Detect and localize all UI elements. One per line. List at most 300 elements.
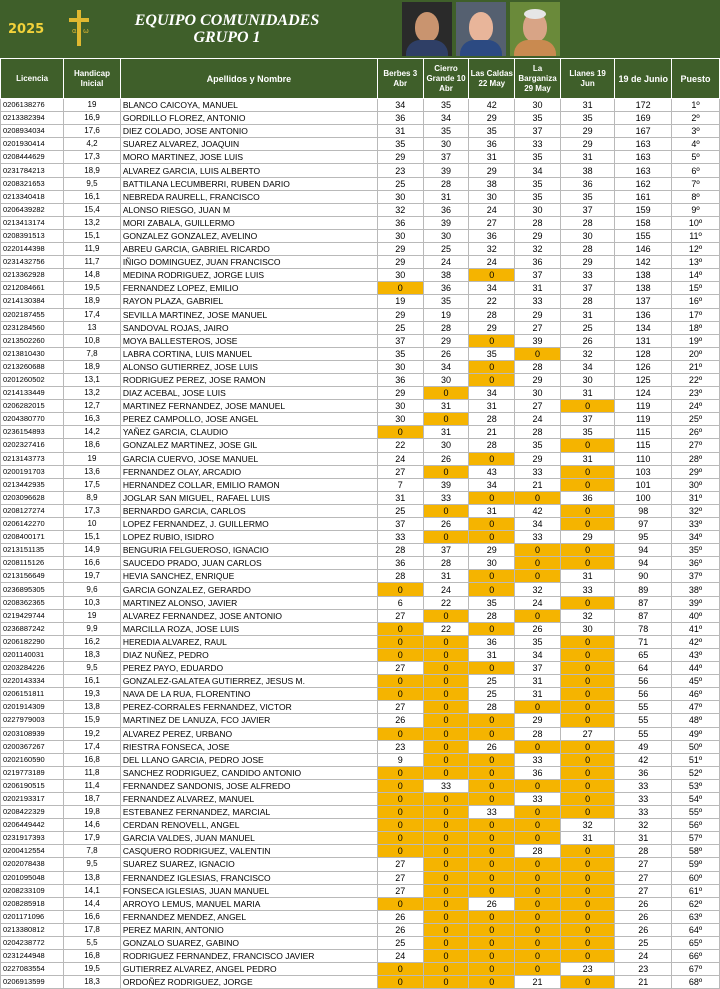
table-row: [1, 360, 720, 373]
round-1-cell: 30: [377, 360, 423, 373]
round-3-cell: 0: [469, 570, 515, 583]
total-cell: 71: [615, 635, 672, 648]
table-row: [1, 871, 720, 884]
total-cell: 158: [615, 216, 672, 229]
licencia-cell: 0201140031: [1, 648, 64, 661]
name-cell: GARCIA CUERVO, JOSE MANUEL: [120, 452, 377, 465]
position-cell: 20º: [672, 347, 720, 360]
position-cell: 3º: [672, 125, 720, 138]
round-2-cell: 0: [423, 504, 469, 517]
round-2-cell: 39: [423, 164, 469, 177]
name-cell: LOPEZ FERNANDEZ, J. GUILLERMO: [120, 518, 377, 531]
round-1-cell: 0: [377, 963, 423, 976]
round-1-cell: 29: [377, 243, 423, 256]
licencia-cell: 0201095048: [1, 871, 64, 884]
licencia-cell: 0202078438: [1, 858, 64, 871]
round-3-cell: 0: [469, 753, 515, 766]
handicap-cell: 13,8: [64, 871, 121, 884]
asturias-cross-icon: [66, 8, 92, 48]
round-4-cell: 33: [515, 792, 561, 805]
handicap-cell: 11,9: [64, 243, 121, 256]
round-2-cell: 0: [423, 662, 469, 675]
round-3-cell: 29: [469, 164, 515, 177]
position-cell: 32º: [672, 504, 720, 517]
name-cell: GUTIERREZ ALVAREZ, ANGEL PEDRO: [120, 963, 377, 976]
round-4-cell: 27: [515, 400, 561, 413]
total-cell: 78: [615, 622, 672, 635]
round-1-cell: 0: [377, 727, 423, 740]
licencia-cell: 0202327416: [1, 439, 64, 452]
round-2-cell: 0: [423, 871, 469, 884]
round-5-cell: 28: [560, 216, 614, 229]
round-5-cell: 0: [560, 753, 614, 766]
round-3-cell: 36: [469, 635, 515, 648]
round-5-cell: 0: [560, 937, 614, 950]
position-cell: 65º: [672, 937, 720, 950]
round-4-cell: 37: [515, 269, 561, 282]
round-4-cell: 28: [515, 216, 561, 229]
licencia-cell: 0206449442: [1, 819, 64, 832]
round-5-cell: 25: [560, 321, 614, 334]
player-photo: [510, 2, 560, 56]
handicap-cell: 16,6: [64, 557, 121, 570]
round-1-cell: 30: [377, 400, 423, 413]
position-cell: 58º: [672, 845, 720, 858]
position-cell: 27º: [672, 439, 720, 452]
name-cell: BERNARDO GARCIA, CARLOS: [120, 504, 377, 517]
round-4-cell: 0: [515, 923, 561, 936]
round-1-cell: 24: [377, 950, 423, 963]
round-1-cell: 29: [377, 256, 423, 269]
name-cell: GONZALO SUAREZ, GABINO: [120, 937, 377, 950]
handicap-cell: 18,6: [64, 439, 121, 452]
licencia-cell: 0213143773: [1, 452, 64, 465]
round-5-cell: 37: [560, 282, 614, 295]
total-cell: 169: [615, 112, 672, 125]
total-cell: 159: [615, 203, 672, 216]
col-round-1: Berbes 3 Abr: [377, 59, 423, 99]
round-1-cell: 0: [377, 648, 423, 661]
table-row: [1, 518, 720, 531]
round-2-cell: 19: [423, 308, 469, 321]
position-cell: 6º: [672, 164, 720, 177]
position-cell: 64º: [672, 923, 720, 936]
handicap-cell: 14,4: [64, 897, 121, 910]
name-cell: ALONSO GUTIERREZ, JOSE LUIS: [120, 360, 377, 373]
round-5-cell: 31: [560, 452, 614, 465]
total-cell: 103: [615, 465, 672, 478]
name-cell: LABRA CORTINA, LUIS MANUEL: [120, 347, 377, 360]
round-3-cell: 0: [469, 269, 515, 282]
table-row: [1, 125, 720, 138]
table-row: [1, 269, 720, 282]
round-3-cell: 38: [469, 177, 515, 190]
round-5-cell: 30: [560, 373, 614, 386]
round-5-cell: 0: [560, 714, 614, 727]
col-total: 19 de Junio: [615, 59, 672, 99]
round-4-cell: 21: [515, 976, 561, 989]
round-1-cell: 0: [377, 845, 423, 858]
licencia-cell: 0201171096: [1, 910, 64, 923]
table-row: [1, 779, 720, 792]
total-cell: 134: [615, 321, 672, 334]
page-header: [0, 0, 720, 58]
handicap-cell: 13,1: [64, 373, 121, 386]
round-5-cell: 0: [560, 635, 614, 648]
table-row: [1, 753, 720, 766]
handicap-cell: 19,8: [64, 806, 121, 819]
round-2-cell: 36: [423, 203, 469, 216]
round-4-cell: 32: [515, 583, 561, 596]
total-cell: 138: [615, 269, 672, 282]
round-3-cell: 31: [469, 504, 515, 517]
round-3-cell: 0: [469, 373, 515, 386]
licencia-cell: 0206182290: [1, 635, 64, 648]
licencia-cell: 0208444629: [1, 151, 64, 164]
round-1-cell: 0: [377, 675, 423, 688]
round-4-cell: 31: [515, 282, 561, 295]
handicap-cell: 11,4: [64, 779, 121, 792]
round-1-cell: 25: [377, 321, 423, 334]
round-4-cell: 29: [515, 373, 561, 386]
round-4-cell: 0: [515, 937, 561, 950]
round-3-cell: 33: [469, 806, 515, 819]
licencia-cell: 0231917393: [1, 832, 64, 845]
round-1-cell: 36: [377, 557, 423, 570]
table-row: [1, 740, 720, 753]
round-5-cell: 23: [560, 963, 614, 976]
total-cell: 27: [615, 884, 672, 897]
round-5-cell: 26: [560, 334, 614, 347]
round-5-cell: 0: [560, 858, 614, 871]
name-cell: PEREZ-CORRALES FERNANDEZ, VICTOR: [120, 701, 377, 714]
round-1-cell: 27: [377, 609, 423, 622]
position-cell: 66º: [672, 950, 720, 963]
position-cell: 19º: [672, 334, 720, 347]
name-cell: DIAZ NUÑEZ, PEDRO: [120, 648, 377, 661]
position-cell: 60º: [672, 871, 720, 884]
name-cell: DEL LLANO GARCIA, PEDRO JOSE: [120, 753, 377, 766]
name-cell: FONSECA IGLESIAS, JUAN MANUEL: [120, 884, 377, 897]
table-row: [1, 112, 720, 125]
round-1-cell: 27: [377, 858, 423, 871]
table-row: [1, 688, 720, 701]
round-5-cell: 0: [560, 897, 614, 910]
round-3-cell: 28: [469, 609, 515, 622]
round-3-cell: 28: [469, 439, 515, 452]
round-5-cell: 0: [560, 648, 614, 661]
licencia-cell: 0231432756: [1, 256, 64, 269]
licencia-cell: 0204380770: [1, 413, 64, 426]
round-5-cell: 28: [560, 295, 614, 308]
year-label: 2025: [8, 22, 54, 42]
position-cell: 50º: [672, 740, 720, 753]
position-cell: 55º: [672, 806, 720, 819]
round-4-cell: 0: [515, 858, 561, 871]
round-1-cell: 37: [377, 334, 423, 347]
position-cell: 56º: [672, 819, 720, 832]
position-cell: 24º: [672, 400, 720, 413]
player-photo: [402, 2, 452, 56]
round-1-cell: 7: [377, 478, 423, 491]
round-2-cell: 26: [423, 452, 469, 465]
total-cell: 131: [615, 334, 672, 347]
licencia-cell: 0213810430: [1, 347, 64, 360]
round-1-cell: 26: [377, 714, 423, 727]
ranking-table: [0, 58, 720, 989]
round-1-cell: 0: [377, 583, 423, 596]
round-3-cell: 34: [469, 478, 515, 491]
table-row: [1, 151, 720, 164]
licencia-cell: 0206151811: [1, 688, 64, 701]
round-4-cell: 0: [515, 609, 561, 622]
round-5-cell: 0: [560, 544, 614, 557]
round-2-cell: 0: [423, 714, 469, 727]
round-4-cell: 35: [515, 151, 561, 164]
round-1-cell: 22: [377, 439, 423, 452]
table-row: [1, 138, 720, 151]
round-4-cell: 29: [515, 452, 561, 465]
licencia-cell: 0213156649: [1, 570, 64, 583]
round-2-cell: 0: [423, 910, 469, 923]
table-row: [1, 714, 720, 727]
table-row: [1, 662, 720, 675]
handicap-cell: 14,2: [64, 426, 121, 439]
round-3-cell: 0: [469, 622, 515, 635]
round-2-cell: 39: [423, 216, 469, 229]
name-cell: ESTEBANEZ FERNANDEZ, MARCIAL: [120, 806, 377, 819]
round-3-cell: 27: [469, 216, 515, 229]
round-1-cell: 0: [377, 806, 423, 819]
round-3-cell: 0: [469, 583, 515, 596]
total-cell: 163: [615, 138, 672, 151]
handicap-cell: 4,2: [64, 138, 121, 151]
round-1-cell: 0: [377, 779, 423, 792]
position-cell: 61º: [672, 884, 720, 897]
licencia-cell: 0208362365: [1, 596, 64, 609]
name-cell: RODRIGUEZ FERNANDEZ, FRANCISCO JAVIER: [120, 950, 377, 963]
round-5-cell: 31: [560, 308, 614, 321]
round-1-cell: 27: [377, 662, 423, 675]
name-cell: FERNANDEZ SANDONIS, JOSE ALFREDO: [120, 779, 377, 792]
total-cell: 155: [615, 229, 672, 242]
table-row: [1, 387, 720, 400]
total-cell: 56: [615, 688, 672, 701]
round-3-cell: 26: [469, 740, 515, 753]
handicap-cell: 19: [64, 99, 121, 112]
name-cell: ARROYO LEMUS, MANUEL MARIA: [120, 897, 377, 910]
round-5-cell: 32: [560, 609, 614, 622]
table-row: [1, 452, 720, 465]
name-cell: BATTILANA LECUMBERRI, RUBEN DARIO: [120, 177, 377, 190]
round-3-cell: 28: [469, 308, 515, 321]
round-3-cell: 26: [469, 897, 515, 910]
round-1-cell: 30: [377, 413, 423, 426]
handicap-cell: 11,8: [64, 766, 121, 779]
round-3-cell: 0: [469, 662, 515, 675]
position-cell: 54º: [672, 792, 720, 805]
total-cell: 126: [615, 360, 672, 373]
round-1-cell: 25: [377, 177, 423, 190]
table-row: [1, 806, 720, 819]
round-5-cell: 0: [560, 675, 614, 688]
total-cell: 24: [615, 950, 672, 963]
round-3-cell: 29: [469, 321, 515, 334]
table-row: [1, 491, 720, 504]
licencia-cell: 0206439282: [1, 203, 64, 216]
round-5-cell: 32: [560, 347, 614, 360]
name-cell: GONZALEZ GONZALEZ, AVELINO: [120, 229, 377, 242]
handicap-cell: 17,5: [64, 478, 121, 491]
round-5-cell: 0: [560, 465, 614, 478]
handicap-cell: 14,1: [64, 884, 121, 897]
name-cell: SEVILLA MARTINEZ, JOSE MANUEL: [120, 308, 377, 321]
handicap-cell: 17,4: [64, 740, 121, 753]
total-cell: 161: [615, 190, 672, 203]
round-4-cell: 28: [515, 360, 561, 373]
round-1-cell: 0: [377, 819, 423, 832]
position-cell: 15º: [672, 282, 720, 295]
round-4-cell: 0: [515, 950, 561, 963]
round-5-cell: 34: [560, 360, 614, 373]
round-1-cell: 28: [377, 570, 423, 583]
handicap-cell: 15,1: [64, 229, 121, 242]
round-1-cell: 27: [377, 701, 423, 714]
name-cell: LOPEZ RUBIO, ISIDRO: [120, 531, 377, 544]
licencia-cell: 0208127274: [1, 504, 64, 517]
name-cell: GARCIA GONZALEZ, GERARDO: [120, 583, 377, 596]
round-5-cell: 30: [560, 622, 614, 635]
licencia-cell: 0208115126: [1, 557, 64, 570]
position-cell: 44º: [672, 662, 720, 675]
round-5-cell: 0: [560, 871, 614, 884]
table-row: [1, 203, 720, 216]
handicap-cell: 18,9: [64, 360, 121, 373]
name-cell: GORDILLO FLOREZ, ANTONIO: [120, 112, 377, 125]
round-3-cell: 31: [469, 648, 515, 661]
total-cell: 49: [615, 740, 672, 753]
position-cell: 14º: [672, 269, 720, 282]
round-5-cell: 0: [560, 662, 614, 675]
licencia-cell: 0213502260: [1, 334, 64, 347]
round-2-cell: 0: [423, 675, 469, 688]
round-1-cell: 0: [377, 282, 423, 295]
col-licencia: Licencia: [1, 59, 64, 99]
round-1-cell: 0: [377, 792, 423, 805]
round-3-cell: 0: [469, 950, 515, 963]
round-3-cell: 29: [469, 544, 515, 557]
round-2-cell: 0: [423, 413, 469, 426]
round-4-cell: 36: [515, 766, 561, 779]
round-1-cell: 24: [377, 452, 423, 465]
round-3-cell: 0: [469, 832, 515, 845]
table-row: [1, 937, 720, 950]
licencia-cell: 0208285918: [1, 897, 64, 910]
licencia-cell: 0200367267: [1, 740, 64, 753]
licencia-cell: 0219429744: [1, 609, 64, 622]
licencia-cell: 0202187455: [1, 308, 64, 321]
round-5-cell: 0: [560, 504, 614, 517]
handicap-cell: 19,7: [64, 570, 121, 583]
name-cell: FERNANDEZ IGLESIAS, FRANCISCO: [120, 871, 377, 884]
name-cell: ALONSO RIESGO, JUAN M: [120, 203, 377, 216]
round-5-cell: 30: [560, 229, 614, 242]
round-1-cell: 36: [377, 112, 423, 125]
handicap-cell: 17,9: [64, 832, 121, 845]
round-1-cell: 29: [377, 387, 423, 400]
table-row: [1, 819, 720, 832]
name-cell: ALVAREZ FERNANDEZ, JOSE ANTONIO: [120, 609, 377, 622]
name-cell: FERNANDEZ MENDEZ, ANGEL: [120, 910, 377, 923]
total-cell: 98: [615, 504, 672, 517]
round-2-cell: 0: [423, 727, 469, 740]
handicap-cell: 16,2: [64, 635, 121, 648]
name-cell: RIESTRA FONSECA, JOSE: [120, 740, 377, 753]
name-cell: FERNANDEZ ALVAREZ, MANUEL: [120, 792, 377, 805]
round-3-cell: 0: [469, 766, 515, 779]
total-cell: 125: [615, 373, 672, 386]
table-header-row: [1, 59, 720, 99]
total-cell: 163: [615, 151, 672, 164]
name-cell: MARTINEZ DE LANUZA, FCO JAVIER: [120, 714, 377, 727]
handicap-cell: 9,9: [64, 622, 121, 635]
handicap-cell: 9,5: [64, 177, 121, 190]
position-cell: 42º: [672, 635, 720, 648]
round-3-cell: 25: [469, 675, 515, 688]
total-cell: 33: [615, 779, 672, 792]
round-1-cell: 30: [377, 229, 423, 242]
licencia-cell: 0203108939: [1, 727, 64, 740]
round-4-cell: 0: [515, 832, 561, 845]
name-cell: MARTINEZ ALONSO, JAVIER: [120, 596, 377, 609]
name-cell: HERNANDEZ COLLAR, EMILIO RAMON: [120, 478, 377, 491]
round-4-cell: 35: [515, 190, 561, 203]
handicap-cell: 16,1: [64, 190, 121, 203]
name-cell: FERNANDEZ OLAY, ARCADIO: [120, 465, 377, 478]
round-4-cell: 0: [515, 701, 561, 714]
licencia-cell: 0206142270: [1, 518, 64, 531]
round-4-cell: 0: [515, 897, 561, 910]
round-3-cell: 30: [469, 557, 515, 570]
round-3-cell: 29: [469, 112, 515, 125]
position-cell: 41º: [672, 622, 720, 635]
round-3-cell: 31: [469, 151, 515, 164]
round-2-cell: 28: [423, 177, 469, 190]
licencia-cell: 0208321653: [1, 177, 64, 190]
handicap-cell: 7,8: [64, 845, 121, 858]
round-4-cell: 0: [515, 871, 561, 884]
table-row: [1, 400, 720, 413]
licencia-cell: 0208400171: [1, 531, 64, 544]
position-cell: 31º: [672, 491, 720, 504]
name-cell: SANDOVAL ROJAS, JAIRO: [120, 321, 377, 334]
position-cell: 51º: [672, 753, 720, 766]
total-cell: 90: [615, 570, 672, 583]
licencia-cell: 0231244948: [1, 950, 64, 963]
round-2-cell: 39: [423, 478, 469, 491]
handicap-cell: 14,6: [64, 819, 121, 832]
round-3-cell: 0: [469, 714, 515, 727]
player-photo: [456, 2, 506, 56]
round-1-cell: 0: [377, 897, 423, 910]
licencia-cell: 0202160590: [1, 753, 64, 766]
round-1-cell: 26: [377, 910, 423, 923]
round-5-cell: 28: [560, 243, 614, 256]
table-row: [1, 609, 720, 622]
licencia-cell: 0213382394: [1, 112, 64, 125]
table-row: [1, 216, 720, 229]
round-2-cell: 0: [423, 701, 469, 714]
